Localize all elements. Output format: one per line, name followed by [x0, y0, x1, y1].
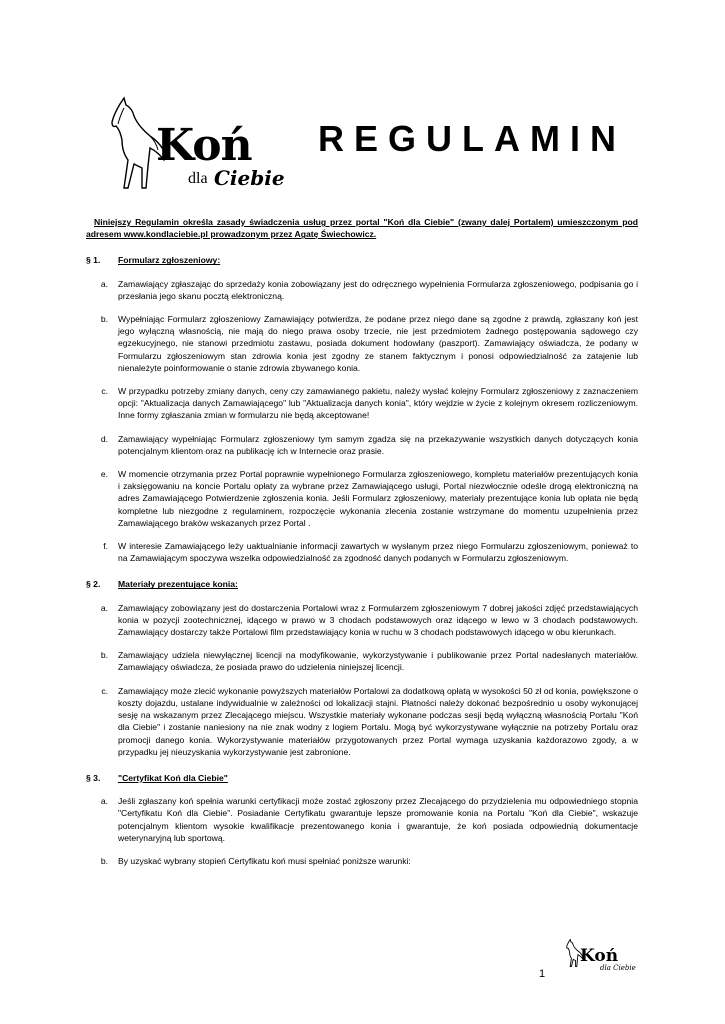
item-letter: b.: [100, 650, 108, 661]
item-text: Zamawiający wypełniając Formularz zgłoszeniowy tym samym zgadza się na przekazywanie wszystkich danych dotyczących konia potencjalnym klientom oraz na publikację ich w Internecie oraz prasie.: [118, 433, 638, 456]
header-logo: [110, 96, 290, 196]
footer-logo-sub: dla Ciebie: [600, 964, 636, 972]
section-number: § 2.: [86, 579, 101, 590]
section-heading: [86, 772, 638, 784]
footer-logo: [566, 936, 636, 976]
list-item: [86, 278, 638, 302]
intro-text: Niniejszy Regulamin określa zasady świadczenia usług przez portal "Koń dla Ciebie" (zwany dalej Portalem) umieszczonym pod adresem www.kondlaciebie.pl prowadzonym przez Agatę Świechowicz.: [86, 217, 638, 240]
list-item: [86, 795, 638, 844]
item-letter: a.: [100, 278, 108, 289]
item-letter: a.: [100, 602, 108, 613]
section-title: "Certyfikat Koń dla Ciebie": [118, 772, 228, 783]
page-title: REGULAMIN: [318, 118, 626, 159]
item-letter: b.: [100, 314, 108, 325]
list-item: [86, 649, 638, 673]
item-text: Zamawiający zobowiązany jest do dostarczenia Portalowi wraz z Formularzem zgłoszeniowym 7 dobrej jakości zdjęć przedstawiających konia w pozycji zootechnicznej, idącego w prawo w 3 chodach podstawowych oraz idącego w lewo w 3 chodach podstawowych. Zamawiający dostarczy także Portalowi film przedstawiający konia w ruchu w 3 chodach podstawowych idącego w obu kierunkach.: [118, 602, 638, 638]
item-text: Zamawiający może zlecić wykonanie powyższych materiałów Portalowi za dodatkową opłatą w wysokości 50 zł od konia, powiększone o koszty dojazdu, ustalane indywidualnie w zależności od lokalizacji stajni. Płatności należy dokonać bezpośrednio u osoby wykonującej sesję na wskazanym przez Zlecającego miejscu. Wszystkie materiały wykonane podczas sesji będą wyłączną własnością Portalu "Koń dla Ciebie" i zostanie naniesiony na nie znak wodny z logiem Portalu. Mogą być wykorzystywane wyłącznie na potrzeby Portalu oraz promocji danego konia. Wykorzystywanie materiałów przygotowanych przez Portal wymaga uzyskania każdorazowo zgody, a w przypadku jej nieuzyskania wykorzystywanie jest zabronione.: [118, 685, 638, 757]
item-text: W momencie otrzymania przez Portal poprawnie wypełnionego Formularza zgłoszeniowego, kompletu materiałów prezentujących konia i zaksięgowaniu na koncie Portalu opłaty za wybrane przez Zamawiającego usługi, Portal niezwłocznie odeśle drogą elektroniczną na adres Zamawiającego Potwierdzenie zgłoszenia konia. Jeśli Formularz zgłoszeniowy, materiały prezentujące konia lub opłata nie będą kompletne lub niezgodne z regulaminem, rozpoczęcie wykonania zlecenia zostanie wstrzymane do momentu uzupełnienia przez Zamawiającego braków wskazanych przez Portal .: [118, 469, 638, 528]
list-item: [86, 468, 638, 529]
item-letter: b.: [100, 855, 108, 866]
item-letter: e.: [100, 469, 108, 480]
item-text: Zamawiający zgłaszając do sprzedaży konia zobowiązany jest do odręcznego wypełnienia Formularza zgłoszeniowego, podpisania go i przesłania jego skanu pocztą elektroniczną.: [118, 278, 638, 301]
logo-brand-text: Koń: [156, 120, 252, 171]
intro-paragraph: [86, 216, 638, 240]
item-text: Jeśli zgłaszany koń spełnia warunki certyfikacji może zostać zgłoszony przez Zlecającego do przydzielenia mu odpowiedniego stopnia "Certyfikatu Koń dla Ciebie". Posiadanie Certyfikatu gwarantuje lepsze promowanie konia na Portalu "Koń dla Ciebie", wskazuje potencjalnym klientom wysokie kwalifikacje prezentowanego konia i gwarantuje, że koń posiada odpowiednią dokumentacje weterynaryjną lub sportową.: [118, 796, 638, 843]
item-text: By uzyskać wybrany stopień Certyfikatu koń musi spełniać poniższe warunki:: [118, 855, 411, 866]
document-body: [86, 216, 638, 867]
section-heading: [86, 578, 638, 590]
item-letter: d.: [100, 433, 108, 444]
logo-sub-text: dla: [188, 170, 208, 187]
item-letter: f.: [103, 541, 108, 552]
list-item: [86, 313, 638, 374]
logo-sub-text-script: Ciebie: [214, 166, 285, 190]
page-number: 1: [539, 968, 546, 980]
list-item: [86, 855, 638, 867]
list-item: [86, 685, 638, 758]
section-title: Materiały prezentujące konia:: [118, 579, 238, 590]
section-title: Formularz zgłoszeniowy:: [118, 255, 221, 266]
list-item: [86, 433, 638, 457]
item-text: W interesie Zamawiającego leży uaktualnianie informacji zawartych w wysłanym przez niego Formularzu zgłoszeniowym, ponieważ to na Zamawiającym spoczywa wszelka odpowiedzialność za zgodność danych podanych w Formularzu zgłoszeniowym.: [118, 541, 638, 564]
section-number: § 1.: [86, 255, 101, 266]
list-item: [86, 540, 638, 564]
list-item: [86, 602, 638, 639]
section-heading: [86, 254, 638, 266]
item-text: Wypełniając Formularz zgłoszeniowy Zamawiający potwierdza, że podane przez niego dane są zgodne z prawdą, zgłaszany koń jest jego wyłączną własnością, nie mają do niego prawa osoby trzecie, nie jest przedmiotem żadnego postępowania sądowego czy egzekucyjnego, nie stanowi przedmiotu zastawu, posiada dokument hodowlany (paszport). Zamawiający oświadcza, że podany w Formularzu zgłoszeniowym stan zdrowia konia jest zgodny ze stanem faktycznym i ponosi odpowiedzialność za zatajenie lub nienależyte poinformowanie o stanie zdrowia zbywanego konia.: [118, 314, 638, 373]
item-letter: a.: [100, 796, 108, 807]
item-letter: c.: [101, 386, 108, 397]
item-text: W przypadku potrzeby zmiany danych, ceny czy zamawianego pakietu, należy wysłać kolejny Formularz zgłoszeniowy z zaznaczeniem opcji: "Aktualizacja danych Zamawiającego" lub "Aktualizacja danych konia", który wejdzie w życie z kolejnym okresem rozliczeniowym. Inne formy zgłaszania zmian w formularzu nie będą akceptowane!: [118, 386, 638, 421]
item-text: Zamawiający udziela niewyłącznej licencji na modyfikowanie, wykorzystywanie i publikowanie przez Portal nadesłanych materiałów. Zamawiający oświadcza, że posiada prawo do udzielenia niniejszej licencji.: [118, 650, 638, 673]
footer-logo-brand: Koń: [580, 946, 619, 966]
list-item: [86, 385, 638, 422]
section-number: § 3.: [86, 772, 101, 783]
item-letter: c.: [101, 685, 108, 696]
